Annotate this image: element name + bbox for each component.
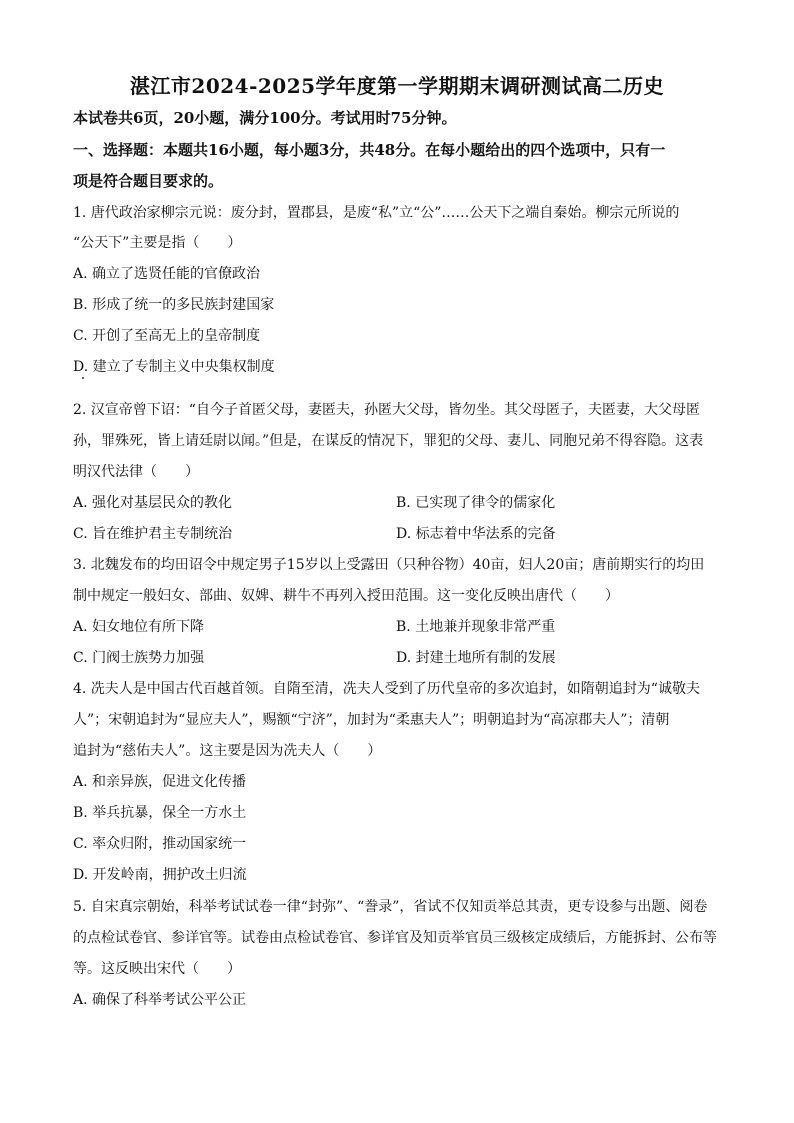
section-heading-line2: 项是符合题目要求的。 bbox=[73, 172, 224, 190]
q4-stem-line2: 人”；宋朝追封为“显应夫人”，赐额“宁济”，加封为“柔惠夫人”；明朝追封为“高凉郡夫人”；清朝 bbox=[73, 712, 670, 728]
q5-option-a: A. 确保了科举考试公平公正 bbox=[73, 992, 247, 1008]
q3-stem-line1: 3. 北魏发布的均田诏令中规定男子15岁以上受露田（只种谷物）40亩，妇人20亩；唐前期实行的均田 bbox=[73, 557, 705, 573]
q1-option-c: C. 开创了至高无上的皇帝制度 bbox=[73, 328, 261, 344]
q4-option-b: B. 举兵抗暴，保全一方水土 bbox=[73, 805, 247, 821]
q4-option-c: C. 率众归附，推动国家统一 bbox=[73, 836, 247, 852]
q4-stem-line3: 追封为“慈佑夫人”。这主要是因为冼夫人（ ） bbox=[73, 743, 382, 759]
q1-option-a: A. 确立了选贤任能的官僚政治 bbox=[73, 266, 261, 282]
q4-option-d: D. 开发岭南，拥护改土归流 bbox=[73, 867, 247, 883]
q1-stem-line1: 1. 唐代政治家柳宗元说：废分封，置郡县，是废“私”立“公”……公天下之端自秦始。柳宗元所说的 bbox=[73, 205, 680, 221]
q5-stem-line2: 的点检试卷官、参详官等。试卷由点检试卷官、参详官及知贡举官员三级核定成绩后，方能拆封、公布等 bbox=[73, 930, 717, 946]
stray-dot bbox=[82, 377, 84, 379]
q5-stem-line1: 5. 自宋真宗朝始，科举考试试卷一律“封弥”、“誊录”，省试不仅知贡举总其责，更专设参与出题、阅卷 bbox=[73, 899, 708, 915]
q2-option-c: C. 旨在维护君主专制统治 bbox=[73, 526, 233, 542]
q1-stem-line2: “公天下”主要是指（ ） bbox=[73, 235, 242, 251]
q3-option-d: D. 封建土地所有制的发展 bbox=[396, 650, 556, 666]
q3-option-b: B. 土地兼并现象非常严重 bbox=[396, 619, 556, 635]
exam-intro: 本试卷共6页，20小题，满分100分。考试用时75分钟。 bbox=[73, 109, 457, 127]
q3-option-c: C. 门阀士族势力加强 bbox=[73, 650, 205, 666]
q4-option-a: A. 和亲异族，促进文化传播 bbox=[73, 774, 247, 790]
q1-option-d: D. 建立了专制主义中央集权制度 bbox=[73, 359, 275, 375]
exam-title: 湛江市2024-2025学年度第一学期期末调研测试高二历史 bbox=[129, 74, 665, 98]
q2-option-d: D. 标志着中华法系的完备 bbox=[396, 526, 556, 542]
section-heading-line1: 一、选择题：本题共16小题，每小题3分，共48分。在每小题给出的四个选项中，只有一 bbox=[73, 141, 666, 159]
q2-stem-line1: 2. 汉宣帝曾下诏：“自今子首匿父母，妻匿夫，孙匿大父母，皆勿坐。其父母匿子，夫匿妻，大父母匿 bbox=[73, 402, 700, 418]
q3-option-a: A. 妇女地位有所下降 bbox=[73, 619, 205, 635]
q5-stem-line3: 等。这反映出宋代（ ） bbox=[73, 961, 241, 977]
q2-stem-line3: 明汉代法律（ ） bbox=[73, 464, 199, 480]
q2-option-b: B. 已实现了律令的儒家化 bbox=[396, 495, 556, 511]
q2-stem-line2: 孙，罪殊死，皆上请廷尉以闻。”但是，在谋反的情况下，罪犯的父母、妻儿、同胞兄弟不得容隐。这表 bbox=[73, 433, 704, 449]
q2-option-a: A. 强化对基层民众的教化 bbox=[73, 495, 233, 511]
q1-option-b: B. 形成了统一的多民族封建国家 bbox=[73, 297, 275, 313]
q4-stem-line1: 4. 冼夫人是中国古代百越首领。自隋至清，冼夫人受到了历代皇帝的多次追封，如隋朝追封为“诚敬夫 bbox=[73, 681, 700, 697]
q3-stem-line2: 制中规定一般妇女、部曲、奴婢、耕牛不再列入授田范围。这一变化反映出唐代（ ） bbox=[73, 588, 619, 604]
